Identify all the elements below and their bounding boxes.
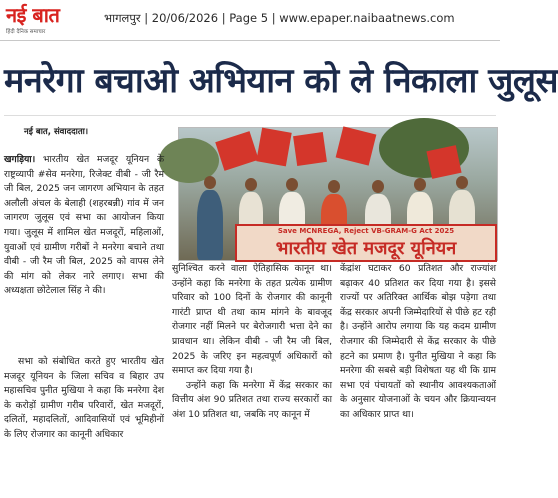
article-paragraph: उन्होंने कहा कि मनरेगा में केंद्र सरकार का वित्तीय अंश 90 प्रतिशत तथा राज्य सरकारों का अंश 10 प्रतिशत था, जबकि नए कानून में — [172, 379, 332, 420]
photo-person — [197, 190, 223, 260]
photo-flag — [336, 126, 377, 165]
protest-banner — [235, 224, 497, 262]
masthead — [0, 0, 500, 41]
article-byline: नई बात, संवाददाता। — [24, 127, 89, 137]
photo-person-head — [286, 178, 298, 191]
edition-dateline: भागलपुर | 20/06/2026 | Page 5 | www.epaper.naibaatnews.com — [104, 11, 455, 25]
photo-person-head — [245, 178, 257, 191]
newspaper-logo[interactable] — [6, 4, 88, 36]
article-column-3 — [340, 262, 496, 423]
logo-tagline: हिंदी दैनिक समाचार — [6, 29, 46, 35]
article-column-1 — [4, 153, 164, 299]
article-paragraph: सभा को संबोधित करते हुए भारतीय खेत मजदूर यूनियन के जिला सचिव व बिहार उप महासचिव पुनीत मुखिया ने कहा कि मनरेगा देश के करोड़ों ग्रामीण गरीब परिवारों, खेत मजदूरों, दलितों, महादलितों, आदिवासियों एवं भूमिहीनों के लिए रोजगार का कानूनी अधिकार — [4, 356, 164, 440]
banner-union-name: भारतीय खेत मजदूर यूनियन — [275, 238, 457, 259]
photo-person-head — [372, 180, 384, 193]
article-paragraph — [4, 153, 164, 299]
photo-person-head — [204, 176, 216, 189]
article-paragraph: सुनिश्चित करने वाला ऐतिहासिक कानून था। उन्होंने कहा कि मनरेगा के तहत प्रत्येक ग्रामीण परिवार को 100 दिनों के रोजगार की कानूनी गारंटी प्राप्त थी तथा काम मांगने के बावजूद रोजगार नहीं मिलने पर बेरोजगारी भत्ता देने का प्रावधान था। लेकिन वीबी - जी रैम जी बिल, 2025 के जरिए इन महत्वपूर्ण अधिकारों को समाप्त कर दिया गया है। — [172, 263, 332, 377]
article-column-2 — [172, 262, 332, 423]
paragraph-text: भारतीय खेत मजदूर यूनियन के राष्ट्रव्यापी #सेव मनरेगा, रिजेक्ट वीबी - जी रैम जी बिल, 2025 जन जागरण अभियान के तहत अलौली अंचल के बेलाही (शहरबन्नी) गांव में जन जागरण जुलूस एवं सभा का आयोजन किया गया। जुलूस में शामिल खेत मजदूरों, महिलाओं, युवाओं एवं ग्रामीण गरीबों ने मनरेगा बचाने तथा वीबी - जी रैम जी बिल, 2025 को वापस लेने की मांग को लेकर नारे लगाए। सभा की अध्यक्षता छोटेलाल सिंह ने की। — [4, 154, 164, 297]
article-headline: मनरेगा बचाओ अभियान को ले निकाला जुलूस — [4, 61, 558, 101]
photo-person-head — [414, 178, 426, 191]
article-column-1-continued — [4, 355, 164, 443]
photo-person-head — [328, 180, 340, 193]
photo-flag — [293, 132, 327, 166]
photo-person-head — [456, 176, 468, 189]
logo-brand: नई बात — [6, 3, 60, 27]
article-paragraph: केंद्रांश घटाकर 60 प्रतिशत और राज्यांश बढ़ाकर 40 प्रतिशत कर दिया गया है। इससे राज्यों पर अतिरिक्त आर्थिक बोझ पड़ेगा तथा केंद्र सरकार अपनी जिम्मेदारियों से पीछे हट रही है। उन्होंने आरोप लगाया कि यह कदम ग्रामीण रोजगार की जिम्मेदारी से केंद्र सरकार के पीछे हटने का प्रमाण है। पुनीत मुखिया ने कहा कि मनरेगा की सबसे बड़ी विशेषता यह थी कि ग्राम सभा एवं पंचायतों को स्थानीय आवश्यकताओं के अनुसार योजनाओं के चयन और क्रियान्वयन का अधिकार प्राप्त था। — [340, 263, 496, 420]
lead-place: खगड़िया। — [4, 154, 36, 165]
article-photo — [178, 127, 498, 261]
photo-flag — [215, 131, 259, 171]
photo-flag — [426, 145, 461, 179]
banner-slogan: Save MCNREGA, Reject VB-GRAM-G Act 2025 — [277, 227, 455, 235]
photo-flag — [256, 128, 291, 167]
headline-divider — [4, 115, 496, 116]
